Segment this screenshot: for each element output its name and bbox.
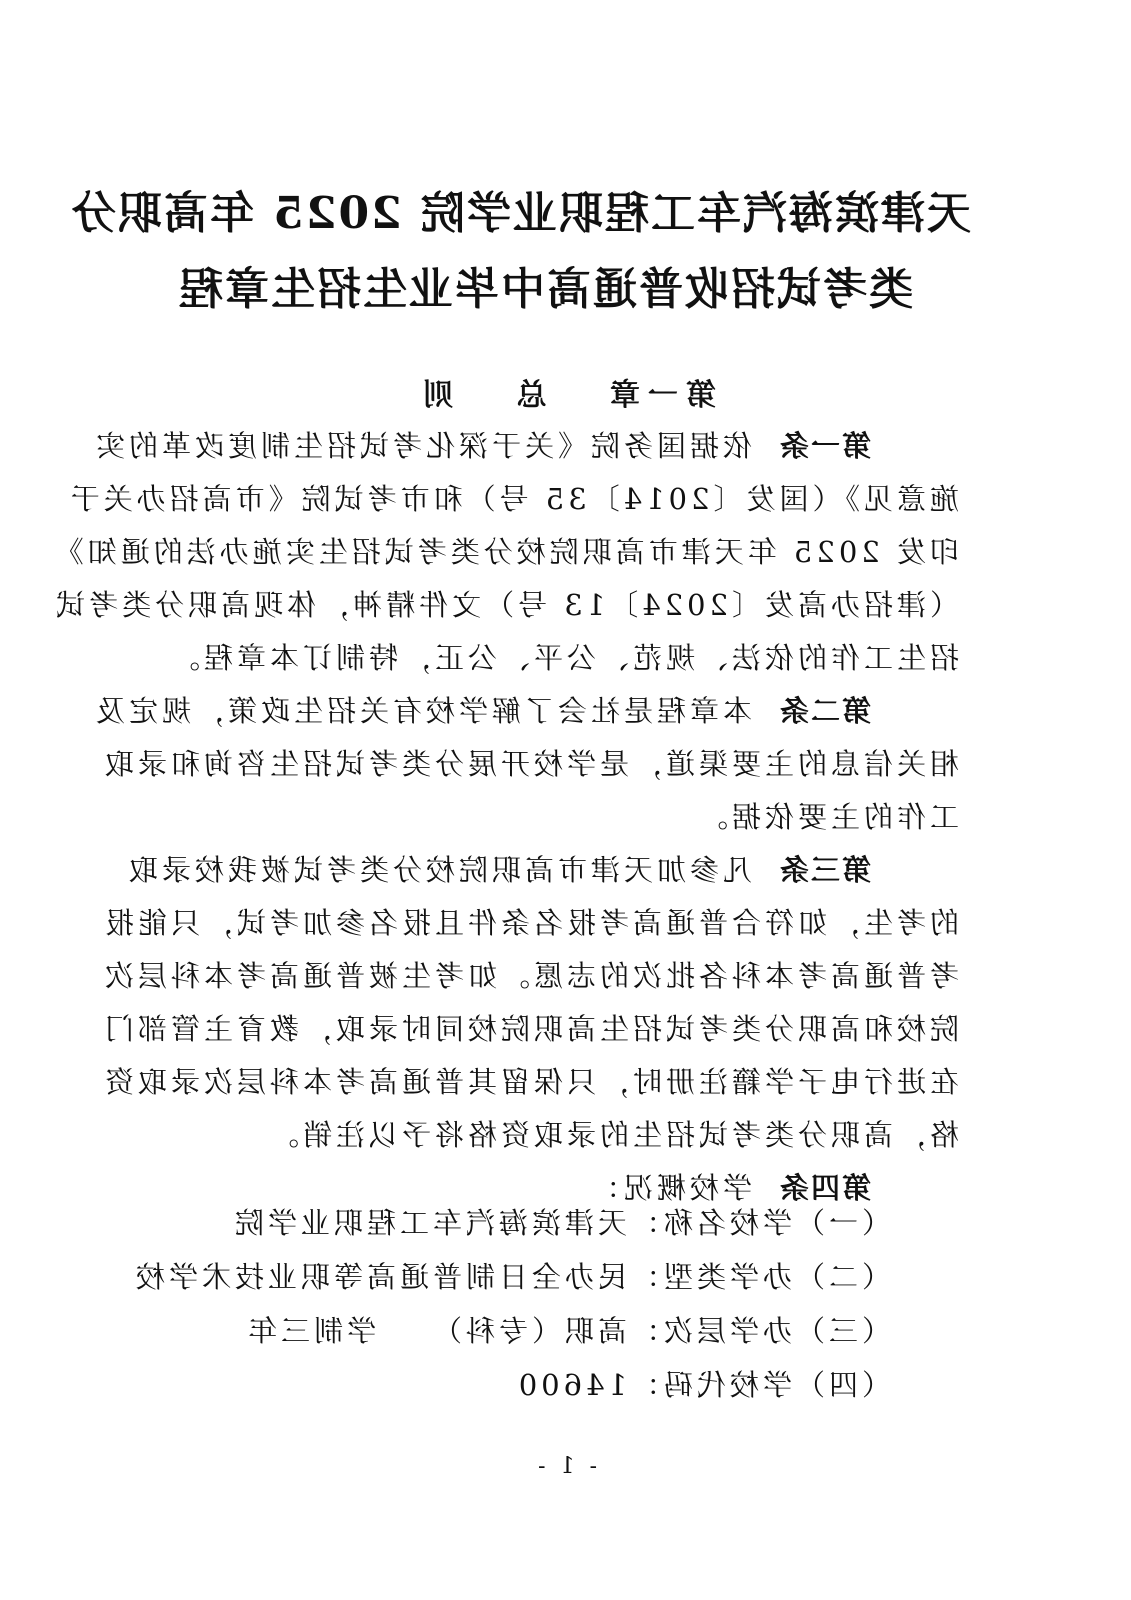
article-2-text: 本章程是社会了解学校有关招生政策，规定及 xyxy=(91,694,752,728)
article-1-line: 施意见》（国发〔2014〕35 号）和市考试院《市高招办关于 xyxy=(66,482,959,516)
school-info-list xyxy=(131,1196,891,1412)
article-3-line: 格，高职分类考试招生的录取资格将予以注销。 xyxy=(265,1118,959,1152)
article-3-label: 第三条 xyxy=(777,853,871,887)
article-3-line: 考普通高考本科各批次的志愿。如考生被普通高考本科层次 xyxy=(100,959,959,993)
article-1-label: 第一条 xyxy=(777,429,871,463)
article-2-label: 第二条 xyxy=(777,694,871,728)
chapter-heading: 第一章 总 则 xyxy=(415,378,716,413)
article-3-line: 院校和高职分类考试招生高职院校同时录取，教育主管部门 xyxy=(100,1012,959,1046)
article-1-line: 印发 2025 年天津市高职院校分类考试招生实施办法的通知》 xyxy=(50,535,959,569)
article-3-first-line xyxy=(124,844,959,897)
school-info-item: （三）办学层次：高职（专科） 学制三年 xyxy=(244,1314,891,1348)
article-2-line: 相关信息的主要渠道，是学校开展分类考试招生咨询和录取 xyxy=(100,747,959,781)
article-1-line: 招生工作的依法、规范、公平、公正，特制订本章程。 xyxy=(166,641,959,675)
article-1-line: （津招办高发〔2024〕13 号）文件精神，体现高职分类考试 xyxy=(52,588,959,622)
school-info-item: （二）办学类型：民办全日制普通高等职业技术学校 xyxy=(131,1260,891,1294)
article-1-first-line xyxy=(91,420,959,473)
article-1-text: 依据国务院《关于深化考试招生制度改革的实 xyxy=(91,429,752,463)
school-info-item: （一）学校名称：天津滨海汽车工程职业学院 xyxy=(230,1206,891,1240)
title-line-2: 类考试招收普通高中毕业生招生章程 xyxy=(177,264,913,315)
article-2-line: 工作的主要依据。 xyxy=(694,800,959,834)
document-title xyxy=(69,176,971,328)
page-number: - 1 - xyxy=(534,1454,597,1479)
article-4-label: 第四条 xyxy=(777,1171,871,1205)
article-2-first-line xyxy=(91,685,959,738)
school-info-item: （四）学校代码：14600 xyxy=(514,1368,891,1402)
document-body xyxy=(50,420,959,1215)
article-3-line: 在进行电子学籍注册时，只保留其普通高考本科层次录取资 xyxy=(100,1065,959,1099)
article-4-text: 学校概况： xyxy=(586,1171,752,1205)
article-3-line: 的考生，如符合普通高考报名条件且报名参加考试，只能报 xyxy=(100,906,959,940)
article-3-text: 凡参加天津市高职院校分类考试被我校录取 xyxy=(124,853,752,887)
title-line-1: 天津滨海汽车工程职业学院 2025 年高职分 xyxy=(69,188,971,239)
